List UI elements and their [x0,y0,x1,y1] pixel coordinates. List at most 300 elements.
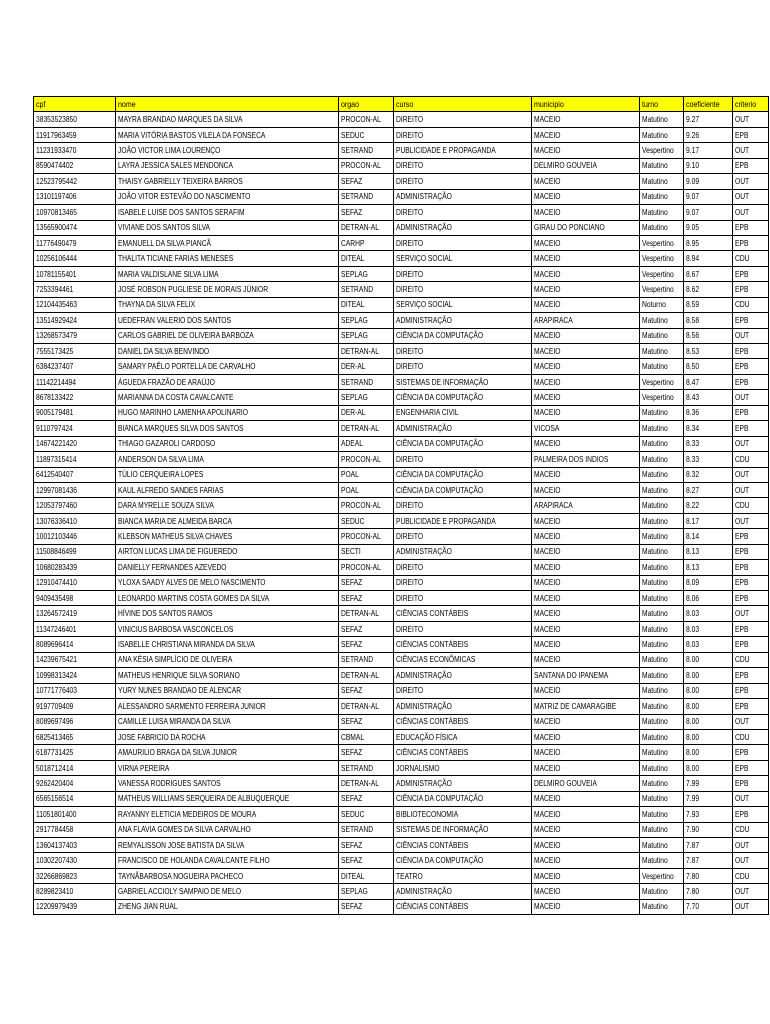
cell-nome: VANESSA RODRIGUES SANTOS [116,776,339,791]
table-row [34,344,769,359]
table-row [34,760,769,775]
cell-orgao: DITEAL [338,297,393,312]
cell-cpf: 12209979439 [34,899,116,914]
cell-nome: VIVIANE DOS SANTOS SILVA [116,220,339,235]
cell-orgao: SEFAZ [338,853,393,868]
cell-criterio: EPB [732,266,768,281]
cell-criterio: EPB [732,683,768,698]
cell-curso: ADMINISTRAÇÃO [393,884,531,899]
table-row [34,266,769,281]
cell-cpf: 12910474410 [34,575,116,590]
cell-curso: CIÊNCIA DA COMPUTAÇÃO [393,853,531,868]
cell-orgao: SEPLAG [338,313,393,328]
cell-cpf: 6412540407 [34,467,116,482]
cell-criterio: CDU [732,729,768,744]
cell-turno: Matutino [639,328,683,343]
cell-curso: ADMINISTRAÇÃO [393,189,531,204]
cell-coeficiente: 7.80 [683,884,732,899]
table-row [34,189,769,204]
cell-turno: Vespertino [639,390,683,405]
cell-nome: LAYRA JESSICA SALES MENDONCA [116,158,339,173]
cell-municipio: MACEIO [531,189,639,204]
cell-municipio: MACEIO [531,853,639,868]
cell-criterio: EPB [732,127,768,142]
cell-coeficiente: 8.59 [683,297,732,312]
cell-coeficiente: 7.70 [683,899,732,914]
cell-coeficiente: 9.17 [683,143,732,158]
cell-curso: CIÊNCIA DA COMPUTAÇÃO [393,328,531,343]
cell-nome: ISABELE LUISE DOS SANTOS SERAFIM [116,205,339,220]
table-row [34,127,769,142]
cell-municipio: MACEIO [531,606,639,621]
cell-nome: BIANCA MARIA DE ALMEIDA BARCA [116,513,339,528]
table-row [34,405,769,420]
cell-criterio: OUT [732,884,768,899]
cell-orgao: PROCON-AL [338,158,393,173]
cell-coeficiente: 7.80 [683,868,732,883]
cell-municipio: MACEIO [531,436,639,451]
cell-orgao: SETRAND [338,760,393,775]
cell-turno: Matutino [639,699,683,714]
cell-criterio: EPB [732,807,768,822]
cell-coeficiente: 8.00 [683,683,732,698]
cell-orgao: DER-AL [338,405,393,420]
cell-curso: DIREITO [393,344,531,359]
cell-nome: MARIANNA DA COSTA CAVALCANTE [116,390,339,405]
cell-coeficiente: 8.53 [683,344,732,359]
header-orgao: orgao [338,97,393,112]
cell-cpf: 9409435498 [34,591,116,606]
cell-cpf: 14239675421 [34,652,116,667]
cell-cpf: 10970813465 [34,205,116,220]
cell-coeficiente: 8.03 [683,621,732,636]
cell-curso: DIREITO [393,591,531,606]
cell-orgao: SETRAND [338,652,393,667]
cell-turno: Matutino [639,560,683,575]
header-municipio: municipio [531,97,639,112]
cell-orgao: DITEAL [338,868,393,883]
cell-municipio: MACEIO [531,560,639,575]
cell-orgao: POAL [338,467,393,482]
cell-curso: DIREITO [393,498,531,513]
cell-curso: SERVIÇO SOCIAL [393,251,531,266]
table-row [34,251,769,266]
cell-turno: Matutino [639,421,683,436]
cell-criterio: EPB [732,313,768,328]
cell-curso: CIÊNCIAS CONTÁBEIS [393,606,531,621]
cell-turno: Matutino [639,513,683,528]
cell-orgao: DETRAN-AL [338,421,393,436]
cell-orgao: SEPLAG [338,390,393,405]
cell-orgao: SEFAZ [338,575,393,590]
cell-turno: Vespertino [639,266,683,281]
cell-nome: CAMILLE LUISA MIRANDA DA SILVA [116,714,339,729]
results-table [33,96,769,915]
cell-cpf: 13514929424 [34,313,116,328]
cell-orgao: DETRAN-AL [338,668,393,683]
cell-nome: ALESSANDRO SARMENTO FERREIRA JUNIOR [116,699,339,714]
table-row [34,359,769,374]
cell-criterio: CDU [732,297,768,312]
cell-criterio: EPB [732,421,768,436]
cell-municipio: MACEIO [531,205,639,220]
cell-municipio: MACEIO [531,575,639,590]
cell-cpf: 11142214494 [34,374,116,389]
cell-cpf: 9197709409 [34,699,116,714]
cell-nome: AIRTON LUCAS LIMA DE FIGUEREDO [116,544,339,559]
cell-curso: ADMINISTRAÇÃO [393,544,531,559]
cell-nome: FRANCISCO DE HOLANDA CAVALCANTE FILHO [116,853,339,868]
table-row [34,220,769,235]
cell-cpf: 11897315414 [34,452,116,467]
cell-municipio: DELMIRO GOUVEIA [531,158,639,173]
cell-municipio: MACEIO [531,482,639,497]
cell-nome: DANIELLY FERNANDES AZEVEDO [116,560,339,575]
cell-coeficiente: 8.17 [683,513,732,528]
cell-criterio: OUT [732,189,768,204]
cell-criterio: EPB [732,776,768,791]
cell-criterio: CDU [732,652,768,667]
cell-criterio: EPB [732,158,768,173]
cell-coeficiente: 9.10 [683,158,732,173]
cell-municipio: MACEIO [531,529,639,544]
cell-cpf: 7555173425 [34,344,116,359]
cell-nome: RAYANNY ELETICIA MEDEIROS DE MOURA [116,807,339,822]
cell-orgao: POAL [338,482,393,497]
cell-turno: Matutino [639,467,683,482]
cell-cpf: 13604137403 [34,838,116,853]
cell-criterio: EPB [732,405,768,420]
cell-coeficiente: 8.95 [683,235,732,250]
cell-nome: HUGO MARINHO LAMENHA APOLINARIO [116,405,339,420]
cell-orgao: SEFAZ [338,683,393,698]
cell-municipio: GIRAU DO PONCIANO [531,220,639,235]
cell-coeficiente: 8.56 [683,328,732,343]
cell-coeficiente: 8.13 [683,560,732,575]
cell-orgao: SETRAND [338,282,393,297]
cell-curso: PUBLICIDADE E PROPAGANDA [393,143,531,158]
cell-criterio: CDU [732,452,768,467]
cell-nome: AMAURILIO BRAGA DA SILVA JUNIOR [116,745,339,760]
cell-coeficiente: 7.93 [683,807,732,822]
cell-curso: DIREITO [393,174,531,189]
cell-coeficiente: 8.33 [683,436,732,451]
cell-coeficiente: 9.07 [683,189,732,204]
cell-orgao: SECTI [338,544,393,559]
cell-municipio: MACEIO [531,760,639,775]
cell-turno: Matutino [639,127,683,142]
cell-nome: VINICIUS BARBOSA VASCONCELOS [116,621,339,636]
table-row [34,699,769,714]
cell-coeficiente: 8.00 [683,760,732,775]
cell-cpf: 8590474402 [34,158,116,173]
table-row [34,482,769,497]
cell-turno: Matutino [639,575,683,590]
cell-cpf: 6187731425 [34,745,116,760]
table-row [34,112,769,127]
table-row [34,421,769,436]
cell-curso: CIÊNCIA DA COMPUTAÇÃO [393,467,531,482]
cell-curso: PUBLICIDADE E PROPAGANDA [393,513,531,528]
cell-curso: DIREITO [393,266,531,281]
table-row [34,807,769,822]
cell-coeficiente: 9.07 [683,205,732,220]
cell-criterio: OUT [732,791,768,806]
cell-orgao: ADEAL [338,436,393,451]
cell-nome: ANA KÉSIA SIMPLÍCIO DE OLIVEIRA [116,652,339,667]
cell-cpf: 10781155401 [34,266,116,281]
cell-cpf: 10302207430 [34,853,116,868]
cell-criterio: OUT [732,390,768,405]
cell-orgao: PROCON-AL [338,452,393,467]
cell-curso: CIÊNCIAS CONTÁBEIS [393,637,531,652]
cell-orgao: CARHP [338,235,393,250]
cell-nome: MATHEUS WILLIAMS SERQUEIRA DE ALBUQUERQUE [116,791,339,806]
cell-nome: MARIA VITÓRIA BASTOS VILELA DA FONSECA [116,127,339,142]
table-row [34,158,769,173]
cell-turno: Matutino [639,158,683,173]
cell-turno: Matutino [639,683,683,698]
cell-criterio: EPB [732,575,768,590]
cell-cpf: 10256106444 [34,251,116,266]
cell-criterio: EPB [732,282,768,297]
cell-cpf: 6825413465 [34,729,116,744]
cell-municipio: MACEIO [531,112,639,127]
cell-coeficiente: 8.36 [683,405,732,420]
cell-nome: THALITA TICIANE FARIAS MENESES [116,251,339,266]
cell-municipio: MACEIO [531,143,639,158]
cell-nome: LEONARDO MARTINS COSTA GOMES DA SILVA [116,591,339,606]
cell-criterio: EPB [732,637,768,652]
table-row [34,282,769,297]
cell-municipio: MACEIO [531,174,639,189]
cell-curso: ADMINISTRAÇÃO [393,313,531,328]
table-row [34,884,769,899]
cell-criterio: OUT [732,513,768,528]
table-row [34,729,769,744]
cell-cpf: 9110797424 [34,421,116,436]
cell-municipio: MACEIO [531,899,639,914]
cell-cpf: 8678133422 [34,390,116,405]
cell-turno: Matutino [639,791,683,806]
cell-coeficiente: 8.00 [683,652,732,667]
cell-coeficiente: 8.13 [683,544,732,559]
cell-curso: CIÊNCIAS CONTÁBEIS [393,838,531,853]
cell-coeficiente: 8.94 [683,251,732,266]
cell-cpf: 5018712414 [34,760,116,775]
cell-turno: Matutino [639,359,683,374]
cell-turno: Matutino [639,606,683,621]
cell-orgao: SEFAZ [338,899,393,914]
table-row [34,560,769,575]
cell-municipio: MACEIO [531,729,639,744]
cell-curso: CIÊNCIAS CONTÁBEIS [393,899,531,914]
cell-orgao: SETRAND [338,822,393,837]
table-row [34,174,769,189]
cell-cpf: 8089697496 [34,714,116,729]
cell-turno: Matutino [639,714,683,729]
header-turno: turno [639,97,683,112]
cell-curso: CIÊNCIA DA COMPUTAÇÃO [393,791,531,806]
cell-turno: Matutino [639,452,683,467]
cell-curso: DIREITO [393,529,531,544]
cell-coeficiente: 7.87 [683,838,732,853]
table-row [34,297,769,312]
cell-coeficiente: 9.26 [683,127,732,142]
cell-curso: DIREITO [393,205,531,220]
cell-criterio: EPB [732,235,768,250]
cell-turno: Matutino [639,174,683,189]
cell-criterio: CDU [732,251,768,266]
cell-turno: Matutino [639,529,683,544]
cell-orgao: SEFAZ [338,714,393,729]
cell-cpf: 13264572419 [34,606,116,621]
table-row [34,637,769,652]
cell-nome: THIAGO GAZAROLI CARDOSO [116,436,339,451]
cell-curso: CIÊNCIAS CONTÁBEIS [393,745,531,760]
header-nome: nome [116,97,339,112]
cell-coeficiente: 7.99 [683,776,732,791]
cell-curso: DIREITO [393,575,531,590]
cell-turno: Vespertino [639,143,683,158]
table-row [34,313,769,328]
cell-criterio: OUT [732,467,768,482]
cell-turno: Vespertino [639,374,683,389]
cell-criterio: EPB [732,374,768,389]
cell-nome: GABRIEL ACCIOLY SAMPAIO DE MELO [116,884,339,899]
cell-cpf: 38353523850 [34,112,116,127]
cell-turno: Matutino [639,189,683,204]
cell-criterio: OUT [732,606,768,621]
cell-curso: DIREITO [393,683,531,698]
cell-curso: ADMINISTRAÇÃO [393,421,531,436]
cell-turno: Matutino [639,822,683,837]
cell-municipio: MACEIO [531,513,639,528]
cell-municipio: MACEIO [531,745,639,760]
cell-turno: Matutino [639,668,683,683]
cell-criterio: CDU [732,822,768,837]
cell-curso: BIBLIOTECONOMIA [393,807,531,822]
cell-cpf: 2917784458 [34,822,116,837]
cell-turno: Matutino [639,220,683,235]
table-row [34,745,769,760]
cell-turno: Matutino [639,436,683,451]
cell-coeficiente: 8.00 [683,714,732,729]
table-body [34,112,769,915]
cell-orgao: SETRAND [338,143,393,158]
cell-municipio: MACEIO [531,791,639,806]
cell-cpf: 12104435463 [34,297,116,312]
cell-orgao: DETRAN-AL [338,220,393,235]
cell-nome: CARLOS GABRIEL DE OLIVEIRA BARBOZA [116,328,339,343]
cell-nome: ÁGUEDA FRAZÃO DE ARAÚJO [116,374,339,389]
cell-coeficiente: 8.33 [683,452,732,467]
cell-orgao: SEPLAG [338,266,393,281]
cell-municipio: MACEIO [531,390,639,405]
cell-curso: SISTEMAS DE INFORMAÇÃO [393,822,531,837]
cell-municipio: VICOSA [531,421,639,436]
cell-coeficiente: 7.87 [683,853,732,868]
cell-curso: DIREITO [393,158,531,173]
cell-coeficiente: 8.22 [683,498,732,513]
cell-coeficiente: 7.99 [683,791,732,806]
cell-turno: Matutino [639,591,683,606]
cell-curso: CIÊNCIA DA COMPUTAÇÃO [393,436,531,451]
table-row [34,575,769,590]
cell-turno: Matutino [639,652,683,667]
table-row [34,714,769,729]
cell-curso: CIÊNCIA DA COMPUTAÇÃO [393,390,531,405]
cell-cpf: 11776490479 [34,235,116,250]
cell-criterio: EPB [732,544,768,559]
cell-criterio: OUT [732,714,768,729]
cell-criterio: EPB [732,668,768,683]
cell-orgao: SEFAZ [338,174,393,189]
cell-municipio: MATRIZ DE CAMARAGIBE [531,699,639,714]
cell-cpf: 10771776403 [34,683,116,698]
cell-turno: Matutino [639,482,683,497]
cell-nome: YURY NUNES BRANDAO DE ALENCAR [116,683,339,698]
cell-nome: YLOXA SAADY ALVES DE MELO NASCIMENTO [116,575,339,590]
cell-curso: DIREITO [393,282,531,297]
table-row [34,328,769,343]
cell-orgao: SETRAND [338,189,393,204]
cell-coeficiente: 8.00 [683,699,732,714]
cell-cpf: 8089696414 [34,637,116,652]
cell-curso: DIREITO [393,127,531,142]
cell-criterio: OUT [732,899,768,914]
cell-municipio: MACEIO [531,344,639,359]
cell-turno: Matutino [639,205,683,220]
cell-orgao: DER-AL [338,359,393,374]
cell-criterio: OUT [732,838,768,853]
cell-municipio: MACEIO [531,868,639,883]
cell-nome: JOSÉ ROBSON PUGLIESE DE MORAIS JÚNIOR [116,282,339,297]
cell-turno: Matutino [639,838,683,853]
cell-criterio: CDU [732,868,768,883]
cell-cpf: 9262420404 [34,776,116,791]
cell-nome: UEDEFRAN VALERIO DOS SANTOS [116,313,339,328]
cell-municipio: MACEIO [531,544,639,559]
cell-cpf: 10680283439 [34,560,116,575]
cell-coeficiente: 8.67 [683,266,732,281]
cell-orgao: SEFAZ [338,745,393,760]
cell-nome: KAUL ALFREDO SANDES FARIAS [116,482,339,497]
cell-curso: ADMINISTRAÇÃO [393,699,531,714]
cell-cpf: 9005179481 [34,405,116,420]
cell-orgao: SEFAZ [338,838,393,853]
cell-curso: TEATRO [393,868,531,883]
cell-coeficiente: 9.05 [683,220,732,235]
cell-cpf: 32266869823 [34,868,116,883]
cell-nome: BIANCA MARQUES SILVA DOS SANTOS [116,421,339,436]
table-row [34,436,769,451]
cell-orgao: PROCON-AL [338,498,393,513]
cell-coeficiente: 8.47 [683,374,732,389]
cell-turno: Matutino [639,405,683,420]
cell-cpf: 11917963459 [34,127,116,142]
cell-municipio: MACEIO [531,127,639,142]
cell-curso: SISTEMAS DE INFORMAÇÃO [393,374,531,389]
cell-cpf: 11347246401 [34,621,116,636]
cell-coeficiente: 9.27 [683,112,732,127]
cell-curso: ADMINISTRAÇÃO [393,668,531,683]
cell-cpf: 13076336410 [34,513,116,528]
cell-cpf: 13268573479 [34,328,116,343]
cell-orgao: PROCON-AL [338,529,393,544]
cell-criterio: OUT [732,328,768,343]
cell-orgao: SEFAZ [338,621,393,636]
